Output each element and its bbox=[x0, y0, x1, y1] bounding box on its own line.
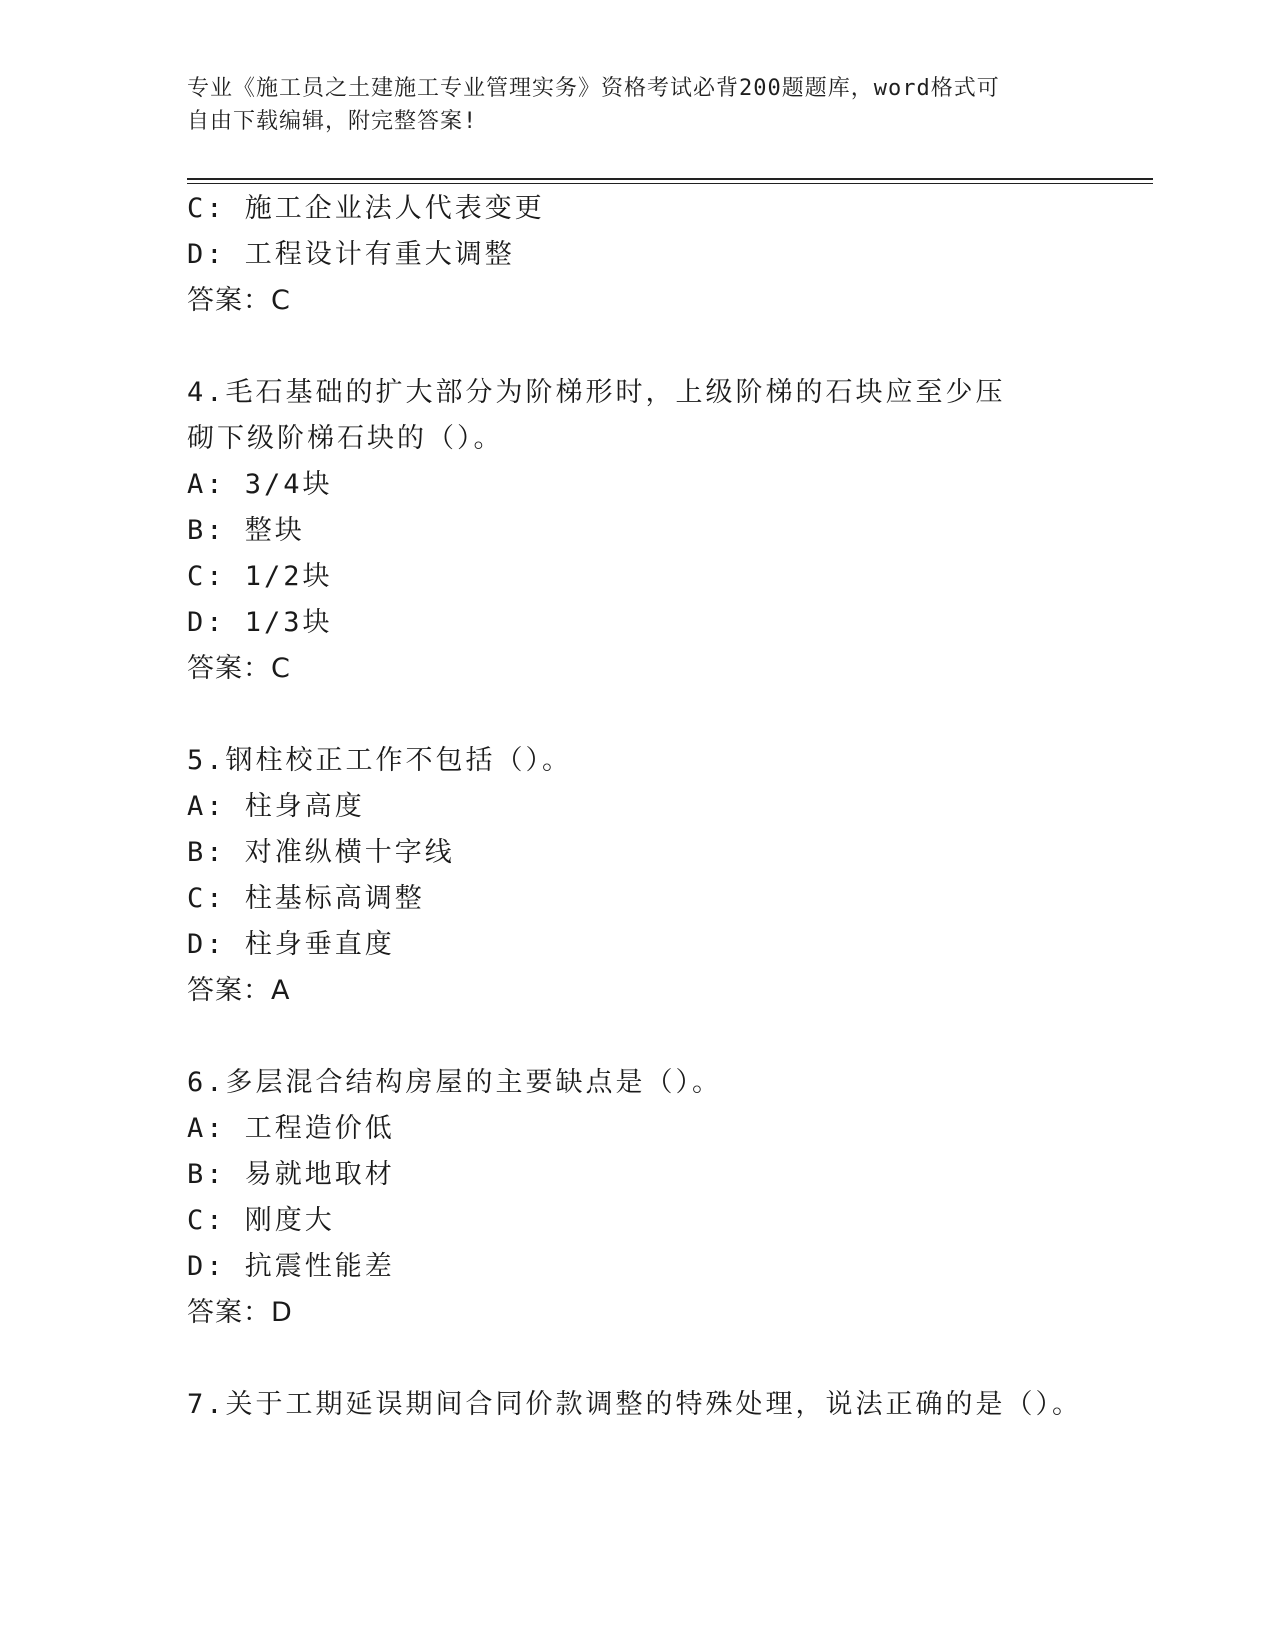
question-block-4 bbox=[187, 370, 1087, 692]
question-title: 4.毛石基础的扩大部分为阶梯形时，上级阶梯的石块应至少压砌下级阶梯石块的（）。 bbox=[187, 377, 1006, 454]
question-block-6 bbox=[187, 1060, 1087, 1336]
answer-line: 答案：C bbox=[187, 285, 291, 316]
option-a: A: 柱身高度 bbox=[187, 791, 365, 822]
option-c: C: 施工企业法人代表变更 bbox=[187, 193, 545, 224]
answer-line: 答案：C bbox=[187, 653, 291, 684]
header-divider-thin bbox=[187, 183, 1153, 184]
spacer bbox=[187, 324, 1087, 370]
option-d: D: 抗震性能差 bbox=[187, 1251, 395, 1282]
header-line-2: 自由下载编辑，附完整答案! bbox=[187, 109, 478, 134]
answer-line: 答案：D bbox=[187, 1297, 293, 1328]
spacer bbox=[187, 1014, 1087, 1060]
question-title: 7.关于工期延误期间合同价款调整的特殊处理，说法正确的是（）。 bbox=[187, 1389, 1083, 1420]
question-block-7 bbox=[187, 1382, 1087, 1428]
spacer bbox=[187, 1336, 1087, 1382]
option-d: D: 工程设计有重大调整 bbox=[187, 239, 515, 270]
question-block-prev bbox=[187, 186, 1087, 324]
option-c: C: 柱基标高调整 bbox=[187, 883, 425, 914]
option-d: D: 柱身垂直度 bbox=[187, 929, 395, 960]
option-a: A: 3/4块 bbox=[187, 469, 333, 500]
option-b: B: 易就地取材 bbox=[187, 1159, 395, 1190]
question-title: 5.钢柱校正工作不包括（）。 bbox=[187, 745, 573, 776]
document-header bbox=[187, 72, 1067, 138]
option-d: D: 1/3块 bbox=[187, 607, 333, 638]
header-line-1: 专业《施工员之土建施工专业管理实务》资格考试必背200题题库，word格式可 bbox=[187, 76, 1000, 101]
question-list bbox=[187, 186, 1087, 1428]
option-b: B: 对准纵横十字线 bbox=[187, 837, 455, 868]
header-divider-thick bbox=[187, 178, 1153, 180]
spacer bbox=[187, 692, 1087, 738]
question-title: 6.多层混合结构房屋的主要缺点是（）。 bbox=[187, 1067, 723, 1098]
answer-line: 答案：A bbox=[187, 975, 291, 1006]
option-a: A: 工程造价低 bbox=[187, 1113, 395, 1144]
option-b: B: 整块 bbox=[187, 515, 305, 546]
option-c: C: 刚度大 bbox=[187, 1205, 335, 1236]
question-block-5 bbox=[187, 738, 1087, 1014]
option-c: C: 1/2块 bbox=[187, 561, 333, 592]
